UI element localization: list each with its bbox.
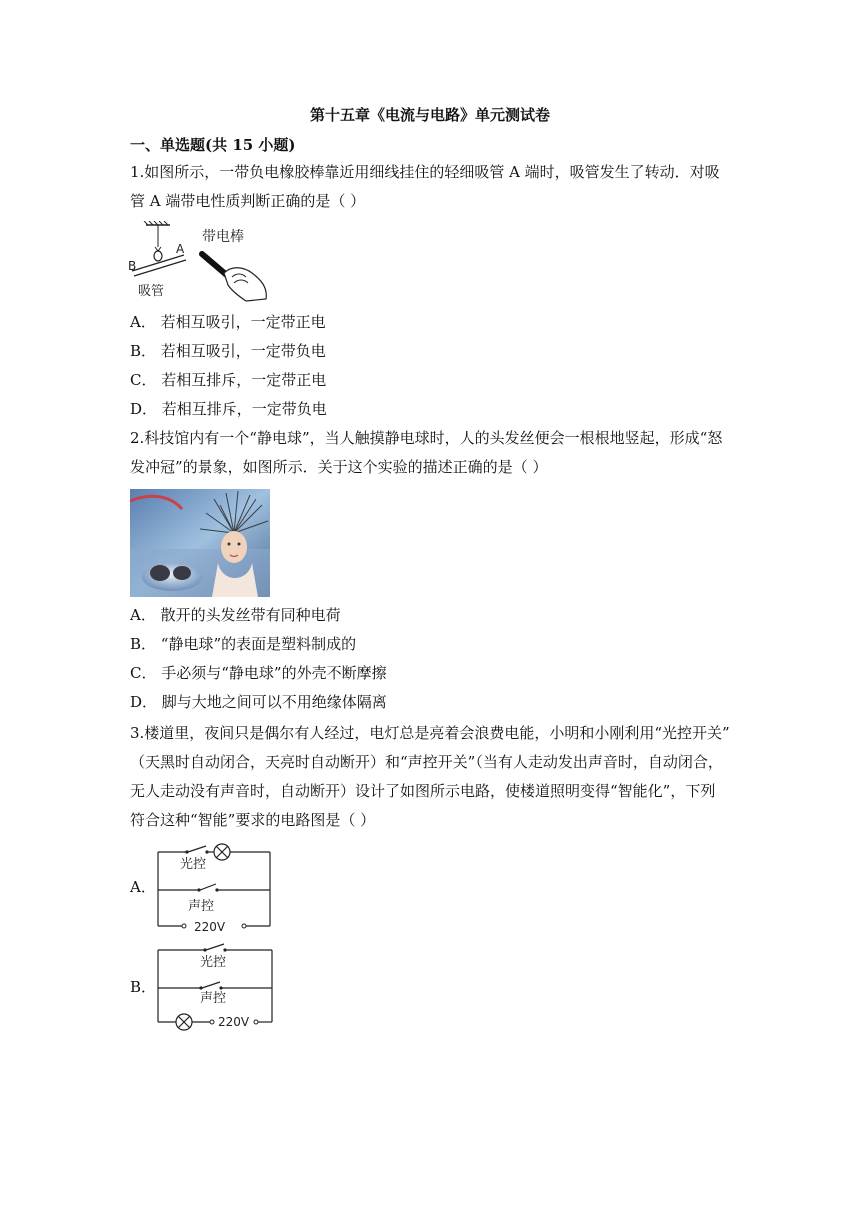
question-1-line-2: 管 A 端带电性质判断正确的是（ ） [130, 192, 366, 210]
circuit-diagram-a [154, 842, 276, 932]
label-a: A [176, 242, 185, 256]
question-2-photo [130, 489, 270, 597]
question-3-line-4: 符合这种“智能”要求的电路图是（ ） [130, 811, 376, 829]
question-3-line-2: （天黑时自动闭合，天亮时自动断开）和“声控开关”（当有人走动发出声音时，自动闭合， [130, 753, 723, 771]
question-3-line-1: 3.楼道里，夜间只是偶尔有人经过，电灯总是亮着会浪费电能，小明和小刚利用“光控开关” [130, 724, 730, 742]
static-ball-photo [130, 489, 270, 597]
question-3-stem [130, 719, 732, 835]
q3-option-a-circuit [154, 842, 276, 932]
label-light-switch-b: 光控 [200, 955, 227, 970]
q3-option-b-label: B． [130, 978, 157, 996]
label-b: B [128, 259, 137, 273]
page-title: 第十五章《电流与电路》单元测试卷 [309, 106, 550, 124]
question-3-line-3: 无人走动没有声音时，自动断开）设计了如图所示电路，使楼道照明变得“智能化”，下列 [130, 782, 716, 800]
q3-option-a-label: A． [130, 878, 156, 896]
q1-option-d: D． 若相互排斥，一定带负电 [130, 400, 327, 418]
q2-option-a: A． 散开的头发丝带有同种电荷 [130, 606, 341, 624]
question-2-line-2: 发冲冠”的景象，如图所示．关于这个实验的描述正确的是（ ） [130, 458, 548, 476]
label-straw: 吸管 [138, 284, 165, 299]
q2-option-b: B． “静电球”的表面是塑料制成的 [130, 635, 357, 653]
q1-option-a: A． 若相互吸引，一定带正电 [130, 313, 326, 331]
label-sound-switch-a: 声控 [188, 899, 215, 914]
q2-option-c: C． 手必须与“静电球”的外壳不断摩擦 [130, 664, 387, 682]
label-rod: 带电棒 [202, 229, 244, 245]
label-voltage-a: 220V [194, 920, 226, 932]
q1-option-b: B． 若相互吸引，一定带负电 [130, 342, 326, 360]
question-1-figure [128, 221, 270, 303]
q3-option-b-circuit [154, 942, 278, 1032]
circuit-diagram-b [154, 942, 278, 1032]
question-2-line-1: 2.科技馆内有一个“静电球”，当人触摸静电球时，人的头发丝便会一根根地竖起，形成“怒 [130, 429, 723, 447]
question-1-stem [130, 158, 732, 216]
label-light-switch-a: 光控 [180, 857, 207, 872]
label-voltage-b: 220V [218, 1015, 250, 1029]
label-sound-switch-b: 声控 [200, 991, 227, 1006]
q1-option-c: C． 若相互排斥，一定带正电 [130, 371, 327, 389]
section-heading: 一、单选题(共 15 小题) [130, 136, 296, 154]
question-2-stem [130, 424, 732, 482]
straw-rod-diagram [128, 221, 270, 303]
q2-option-d: D． 脚与大地之间可以不用绝缘体隔离 [130, 693, 387, 711]
question-1-line-1: 1.如图所示，一带负电橡胶棒靠近用细线挂住的轻细吸管 A 端时，吸管发生了转动．对吸 [130, 163, 720, 181]
